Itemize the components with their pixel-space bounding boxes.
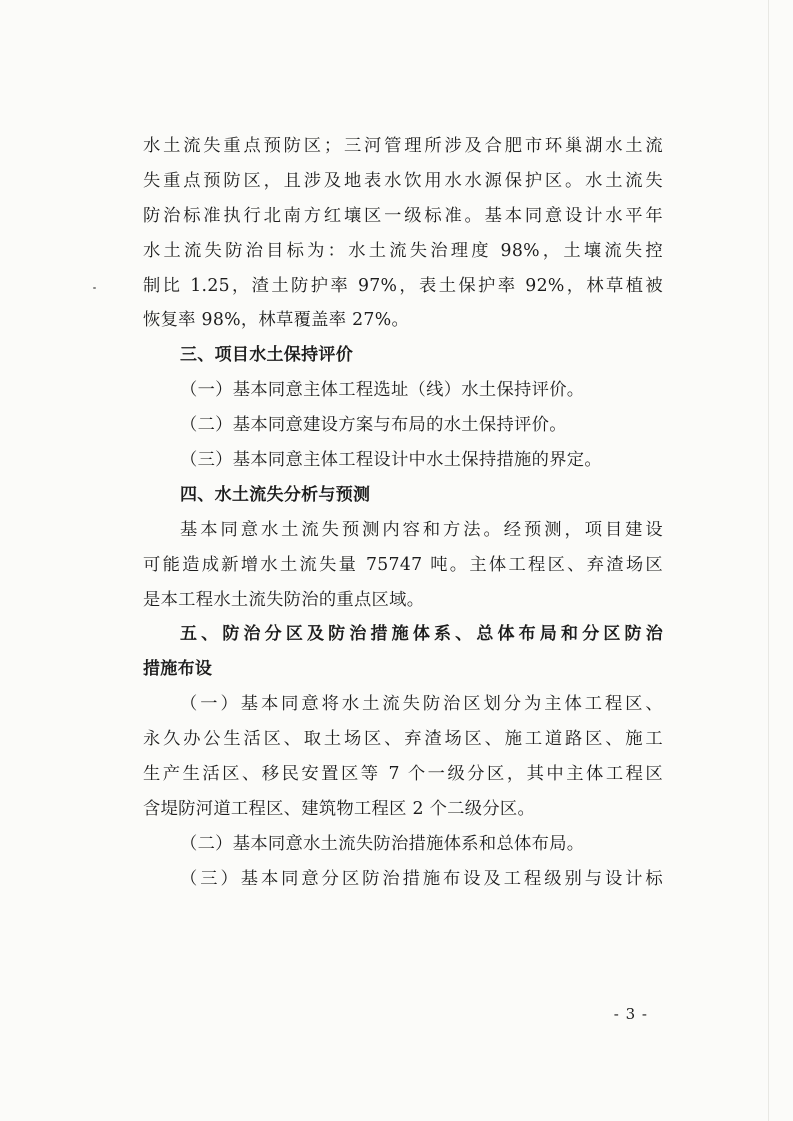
section-heading-5: 五、防治分区及防治措施体系、总体布局和分区防治 — [180, 624, 663, 645]
paragraph-line: 失重点预防区，且涉及地表水饮用水水源保护区。水土流失 — [143, 170, 663, 191]
scan-speck — [93, 287, 96, 289]
paragraph-line: 水土流失重点预防区；三河管理所涉及合肥市环巢湖水土流 — [143, 136, 663, 156]
section5-item-1-line: 永久办公生活区、取土场区、弃渣场区、施工道路区、施工 — [143, 729, 663, 750]
scan-edge-line — [768, 0, 769, 1121]
page-number: - 3 - — [613, 1005, 648, 1023]
section5-item-1-line: 生产生活区、移民安置区等 7 个一级分区，其中主体工程区 — [143, 764, 663, 785]
paragraph-line: 恢复率 98%，林草覆盖率 27%。 — [143, 310, 410, 331]
document-body — [143, 129, 663, 897]
section3-item-2: （二）基本同意建设方案与布局的水土保持评价。 — [180, 415, 567, 436]
section-heading-4: 四、水土流失分析与预测 — [180, 484, 371, 505]
section3-item-1: （一）基本同意主体工程选址（线）水土保持评价。 — [180, 380, 585, 401]
section4-line: 是本工程水土流失防治的重点区域。 — [143, 589, 425, 610]
section5-item-3: （三）基本同意分区防治措施布设及工程级别与设计标 — [180, 868, 663, 889]
section4-line: 可能造成新增水土流失量 75747 吨。主体工程区、弃渣场区 — [143, 554, 663, 575]
section-heading-3: 三、项目水土保持评价 — [180, 345, 353, 366]
paragraph-line: 防治标准执行北南方红壤区一级标准。基本同意设计水平年 — [143, 205, 663, 226]
section3-item-3: （三）基本同意主体工程设计中水土保持措施的界定。 — [180, 450, 602, 471]
section5-item-2: （二）基本同意水土流失防治措施体系和总体布局。 — [180, 833, 585, 854]
section5-item-1-line: （一）基本同意将水土流失防治区划分为主体工程区、 — [180, 694, 663, 715]
paragraph-line: 制比 1.25，渣土防护率 97%，表土保护率 92%，林草植被 — [143, 275, 663, 296]
section5-item-1-line: 含堤防河道工程区、建筑物工程区 2 个二级分区。 — [143, 798, 536, 819]
section-heading-5-cont: 措施布设 — [143, 659, 213, 680]
paragraph-line: 水土流失防治目标为：水土流失治理度 98%，土壤流失控 — [143, 240, 663, 261]
section4-line: 基本同意水土流失预测内容和方法。经预测，项目建设 — [180, 519, 663, 540]
